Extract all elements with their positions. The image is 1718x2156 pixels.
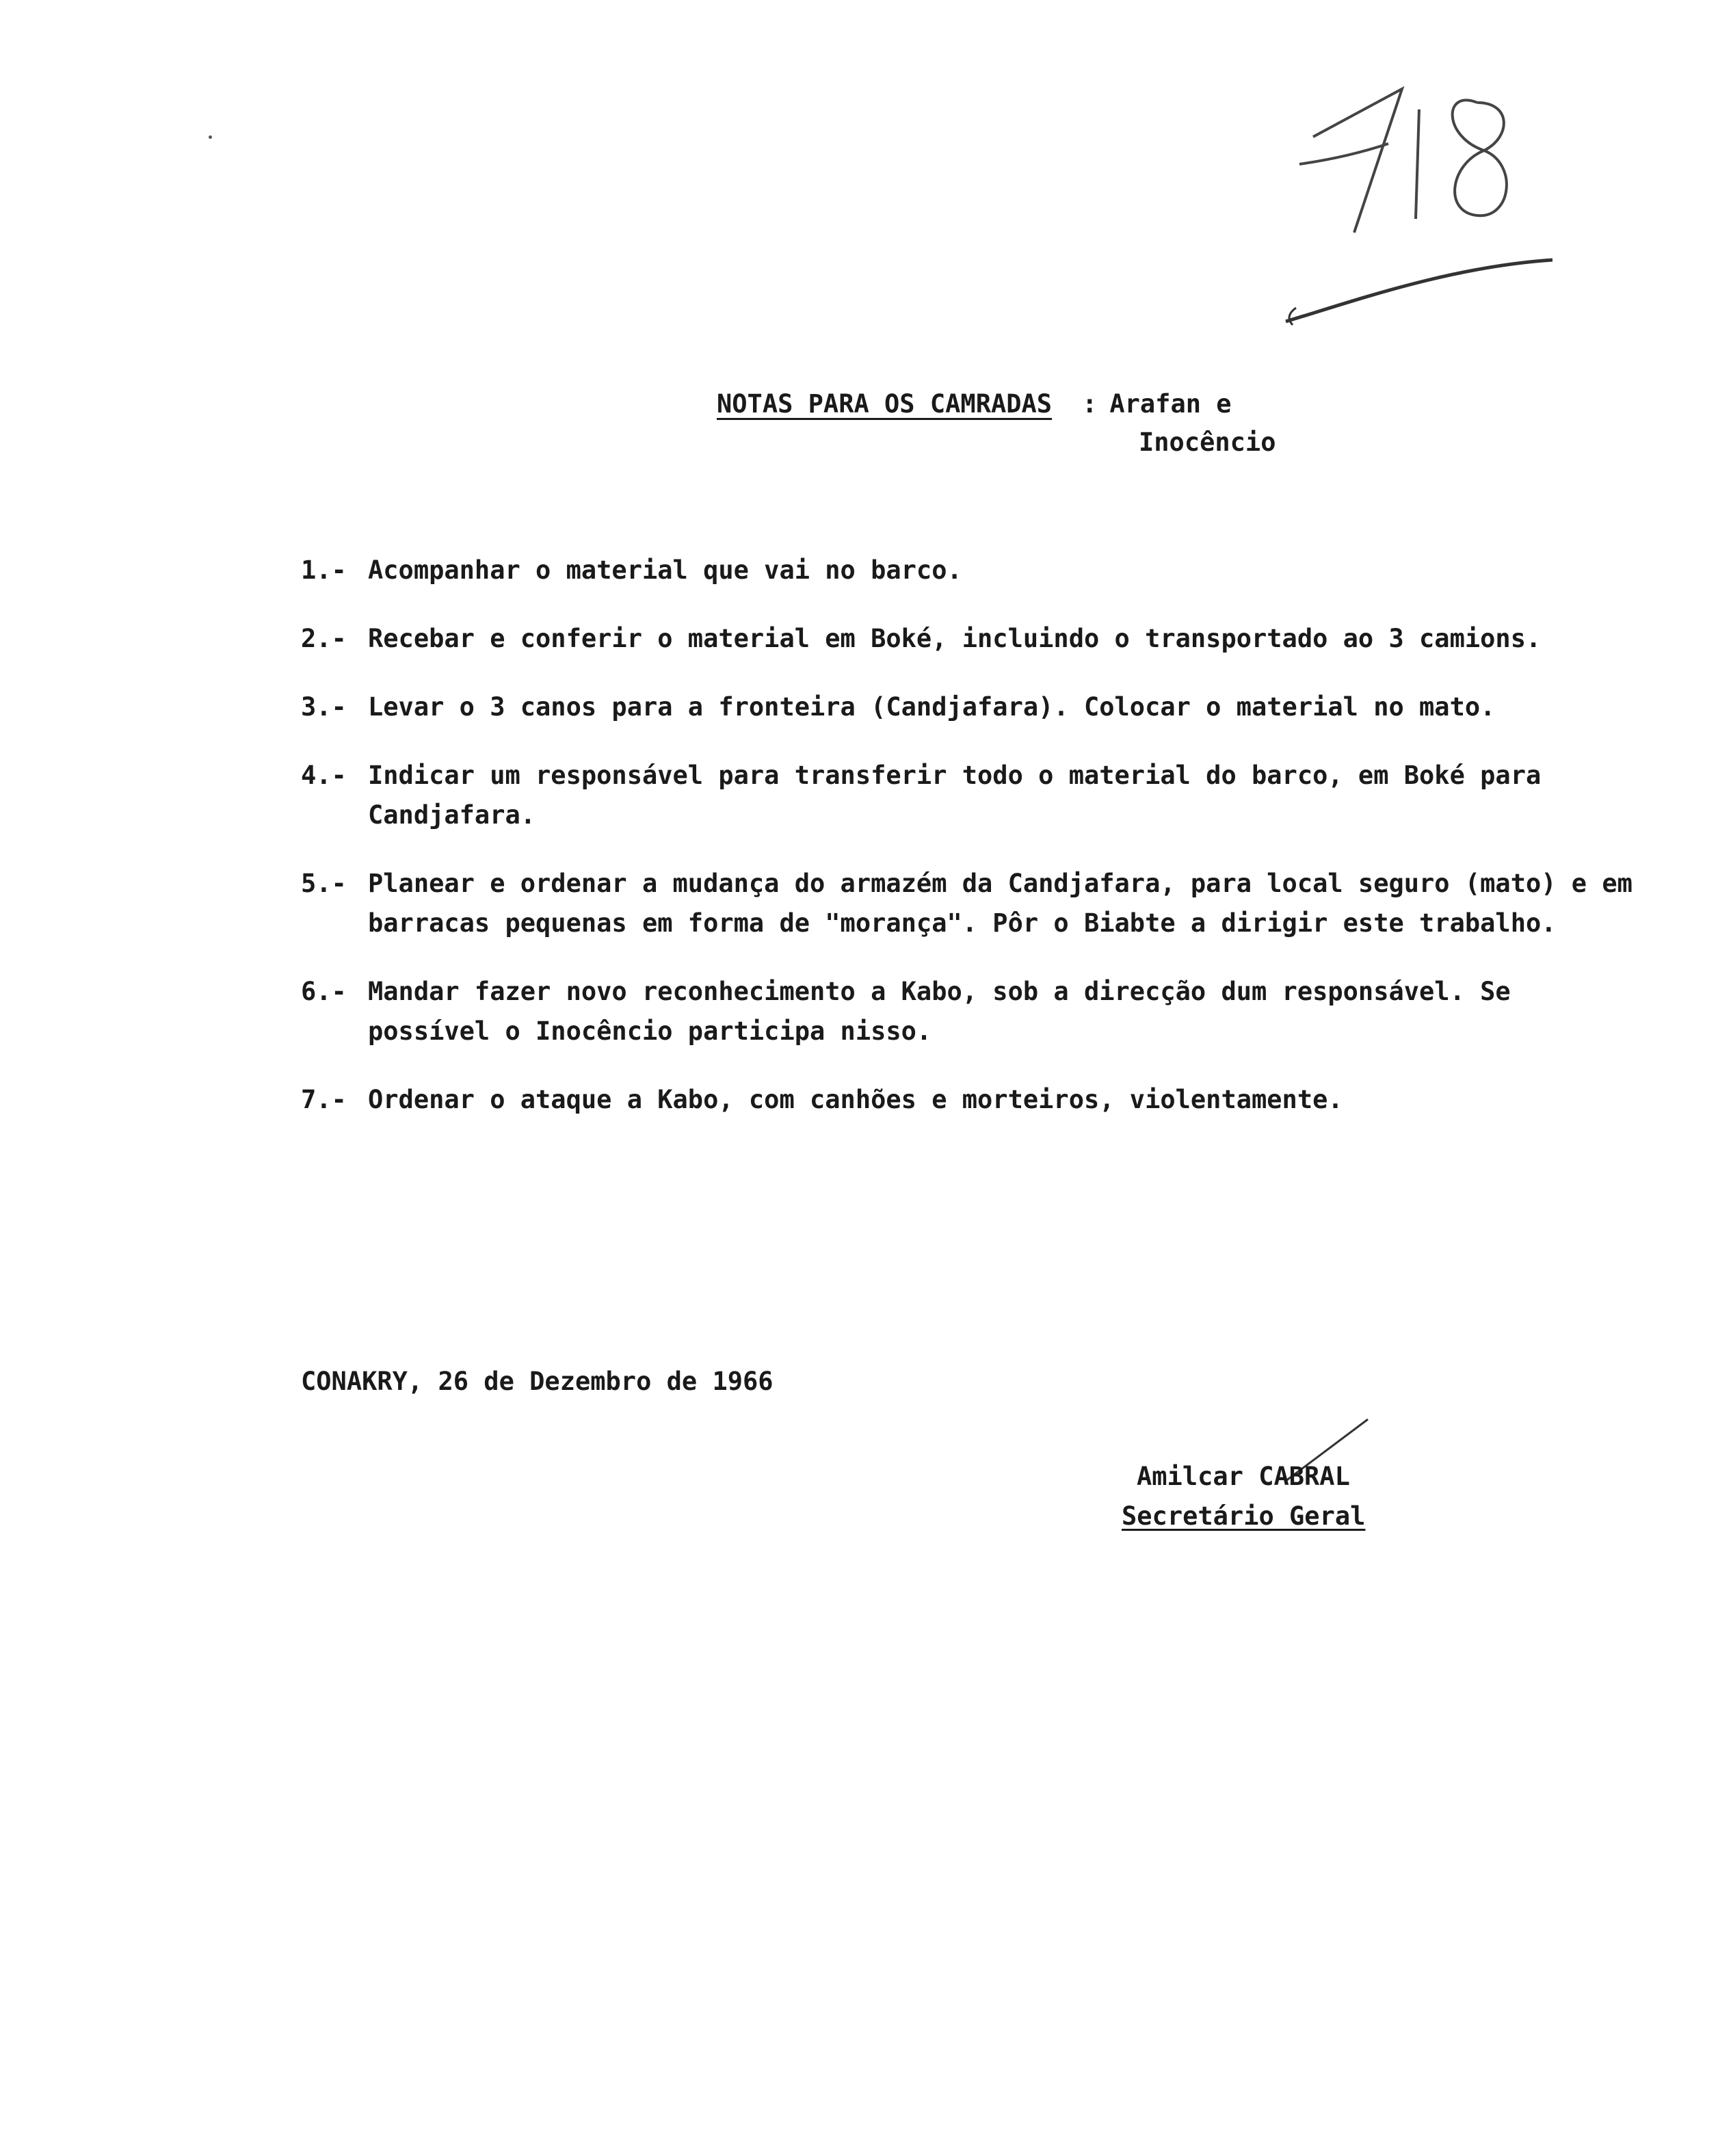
item-text: Levar o 3 canos para a fronteira (Candjafara). Colocar o material no mato. bbox=[368, 692, 1496, 722]
item-text: Acompanhar o material que vai no barco. bbox=[368, 555, 962, 585]
item-text: Indicar um responsável para transferir todo o material do barco, em Boké para Candjafara. bbox=[368, 761, 1542, 830]
item-text: Mandar fazer novo reconhecimento a Kabo, sob a direcção dum responsável. Se possível o Inocêncio participa nisso. bbox=[368, 977, 1511, 1046]
document-heading bbox=[717, 385, 1276, 457]
list-item bbox=[301, 619, 1641, 659]
item-number: 7.- bbox=[301, 1085, 347, 1114]
item-number: 1.- bbox=[301, 555, 347, 585]
list-item bbox=[301, 756, 1641, 835]
item-number: 2.- bbox=[301, 624, 347, 653]
list-item bbox=[301, 551, 1641, 590]
list-item bbox=[301, 864, 1641, 943]
item-number: 5.- bbox=[301, 869, 347, 898]
date-line: CONAKRY, 26 de Dezembro de 1966 bbox=[301, 1367, 774, 1396]
list-item bbox=[301, 972, 1641, 1051]
list-item bbox=[301, 1080, 1641, 1120]
heading-colon: : bbox=[1082, 389, 1098, 419]
item-text: Planear e ordenar a mudança do armazém da Candjafara, para local seguro (mato) e em barracas pequenas em forma de "morança". Pôr o Biabte a dirigir este trabalho. bbox=[368, 869, 1633, 938]
instruction-list bbox=[301, 551, 1641, 1148]
item-text: Recebar e conferir o material em Boké, incluindo o transportado ao 3 camions. bbox=[368, 624, 1542, 653]
heading-title: NOTAS PARA OS CAMRADAS bbox=[717, 389, 1053, 419]
item-text: Ordenar o ataque a Kabo, com canhões e morteiros, violentamente. bbox=[368, 1085, 1343, 1114]
item-number: 3.- bbox=[301, 692, 347, 722]
recipients-line-2: Inocêncio bbox=[1139, 428, 1276, 457]
scan-speck bbox=[209, 135, 212, 139]
signatory-role: Secretário Geral bbox=[1122, 1501, 1366, 1531]
recipients-line-1: Arafan e bbox=[1109, 389, 1232, 419]
item-number: 6.- bbox=[301, 977, 347, 1006]
list-item bbox=[301, 687, 1641, 727]
item-number: 4.- bbox=[301, 761, 347, 790]
signature-block bbox=[1122, 1457, 1365, 1536]
handwritten-page-number bbox=[1272, 62, 1559, 335]
signatory-name: Amilcar CABRAL bbox=[1137, 1462, 1350, 1491]
